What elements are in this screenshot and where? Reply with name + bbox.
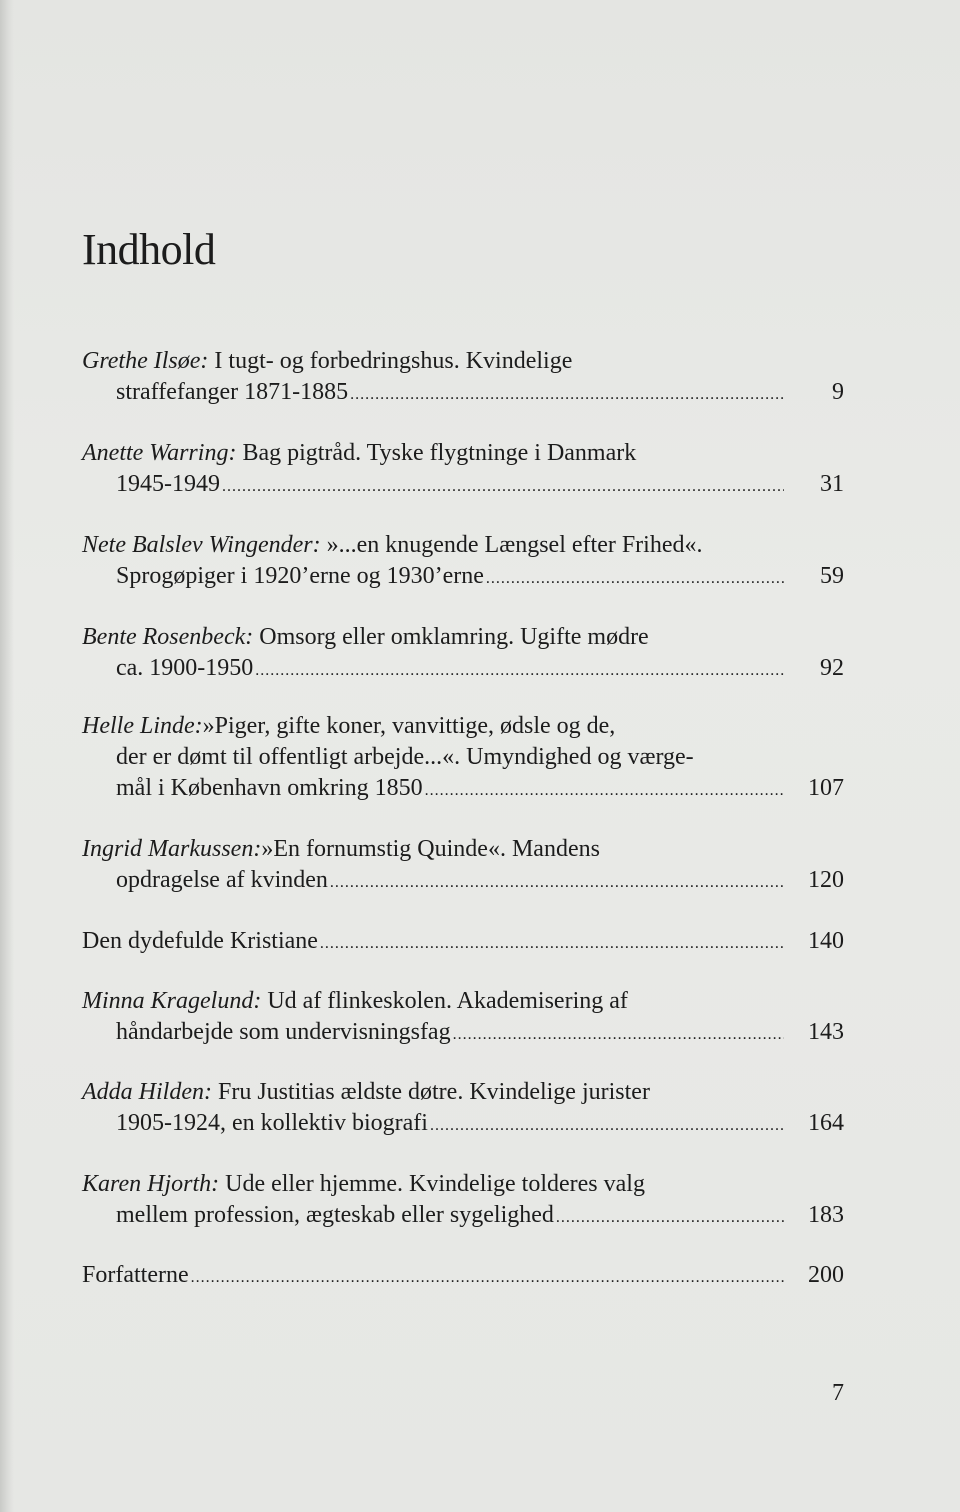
dot-leader xyxy=(191,1262,784,1293)
toc-entry-first-line xyxy=(82,834,844,865)
toc-entry-title-continued: 1945-1949 xyxy=(116,471,220,497)
toc-entry xyxy=(82,926,844,957)
dot-leader xyxy=(430,1110,784,1141)
toc-entry-title-continued: mellem profession, ægteskab eller sygelighed xyxy=(116,1202,554,1228)
toc-entry-title-continued: 1905-1924, en kollektiv biografi xyxy=(116,1110,428,1136)
toc-entry-title-continued: håndarbejde som undervisningsfag xyxy=(116,1019,451,1045)
toc-entry-title: »En fornumstig Quinde«. Mandens xyxy=(261,836,600,862)
toc-entry-middle-line xyxy=(82,742,844,773)
page-number: 7 xyxy=(832,1380,844,1406)
toc-entry-title: Ude eller hjemme. Kvindelige tolderes valg xyxy=(225,1171,645,1197)
toc-entry xyxy=(82,711,844,804)
page-edge-shadow xyxy=(0,0,14,1512)
toc-entry-title-continued: mål i København omkring 1850 xyxy=(116,775,423,801)
toc-entry-page-number: 140 xyxy=(808,928,844,954)
toc-entry-author: Helle Linde: xyxy=(82,713,203,739)
toc-entry-last-line xyxy=(82,1200,844,1231)
toc-entry-first-line xyxy=(82,622,844,653)
toc-entry-page-number: 183 xyxy=(808,1202,844,1228)
toc-entry-author: Adda Hilden: xyxy=(82,1079,212,1105)
toc-entry-page-number: 200 xyxy=(808,1262,844,1288)
toc-entry-last-line xyxy=(82,561,844,592)
toc-entry-title: Bag pigtråd. Tyske flygtninge i Danmark xyxy=(242,440,637,466)
toc-entry-first-line xyxy=(82,530,844,561)
toc-entry-page-number: 59 xyxy=(820,563,844,589)
toc-entry-title: Forfatterne xyxy=(82,1262,189,1288)
toc-entry-first-line xyxy=(82,1077,844,1108)
toc-entry-title-continued: ca. 1900-1950 xyxy=(116,655,254,681)
dot-leader xyxy=(486,563,784,594)
toc-entry-first-line xyxy=(82,1169,844,1200)
toc-entry-author: Grethe Ilsøe: xyxy=(82,348,209,374)
toc-entry-page-number: 9 xyxy=(832,379,844,405)
toc-entry-last-line xyxy=(82,865,844,896)
toc-entry-page-number: 143 xyxy=(808,1019,844,1045)
toc-entry-title-continued: der er dømt til offentligt arbejde...«. Umyndighed og værge- xyxy=(116,744,694,770)
dot-leader xyxy=(425,775,784,806)
toc-entry-first-line xyxy=(82,711,844,742)
toc-entry xyxy=(82,1077,844,1139)
toc-entry xyxy=(82,1169,844,1231)
toc-entry-author: Anette Warring: xyxy=(82,440,237,466)
toc-entry-author: Bente Rosenbeck: xyxy=(82,624,254,650)
toc-entry-page-number: 107 xyxy=(808,775,844,801)
toc-entry-page-number: 31 xyxy=(820,471,844,497)
toc-entry-first-line xyxy=(82,986,844,1017)
toc-entry-last-line xyxy=(82,469,844,500)
toc-entry xyxy=(82,1260,844,1291)
toc-entry-last-line xyxy=(82,773,844,804)
toc-entry-last-line xyxy=(82,926,844,957)
toc-entry-title: »Piger, gifte koner, vanvittige, ødsle og de, xyxy=(202,713,616,739)
toc-entry xyxy=(82,622,844,684)
toc-entry xyxy=(82,346,844,408)
dot-leader xyxy=(556,1202,784,1233)
toc-entry-last-line xyxy=(82,377,844,408)
toc-entry-last-line xyxy=(82,1017,844,1048)
toc-entry-title: »...en knugende Længsel efter Frihed«. xyxy=(326,532,703,558)
toc-entry-author: Nete Balslev Wingender: xyxy=(82,532,321,558)
dot-leader xyxy=(320,928,784,959)
toc-entry xyxy=(82,986,844,1048)
toc-entry-author: Minna Kragelund: xyxy=(82,988,262,1014)
toc-entry-author: Ingrid Markussen: xyxy=(82,836,262,862)
dot-leader xyxy=(255,655,784,686)
dot-leader xyxy=(330,867,784,898)
toc-entry-first-line xyxy=(82,438,844,469)
toc-entry xyxy=(82,530,844,592)
toc-entry-title: Fru Justitias ældste døtre. Kvindelige jurister xyxy=(217,1079,650,1105)
toc-entry-page-number: 92 xyxy=(820,655,844,681)
toc-entry-author: Karen Hjorth: xyxy=(82,1171,220,1197)
toc-entry-title: Den dydefulde Kristiane xyxy=(82,928,318,954)
dot-leader xyxy=(350,379,784,410)
toc-entry-title-continued: opdragelse af kvinden xyxy=(116,867,328,893)
dot-leader xyxy=(453,1019,784,1050)
toc-entry-title: Ud af flinkeskolen. Akademisering af xyxy=(267,988,628,1014)
toc-entry-last-line xyxy=(82,1260,844,1291)
toc-entry-first-line xyxy=(82,346,844,377)
toc-entry-title: Omsorg eller omklamring. Ugifte mødre xyxy=(259,624,649,650)
page-title: Indhold xyxy=(82,225,216,274)
toc-entry-title-continued: straffefanger 1871-1885 xyxy=(116,379,349,405)
toc-entry-page-number: 120 xyxy=(808,867,844,893)
toc-entry-title-continued: Sprogøpiger i 1920’erne og 1930’erne xyxy=(116,563,484,589)
toc-entry-last-line xyxy=(82,1108,844,1139)
toc-entry-page-number: 164 xyxy=(808,1110,844,1136)
toc-entry-last-line xyxy=(82,653,844,684)
toc-entry xyxy=(82,438,844,500)
toc-entry-title: I tugt- og forbedringshus. Kvindelige xyxy=(214,348,573,374)
dot-leader xyxy=(222,471,784,502)
toc-entry xyxy=(82,834,844,896)
